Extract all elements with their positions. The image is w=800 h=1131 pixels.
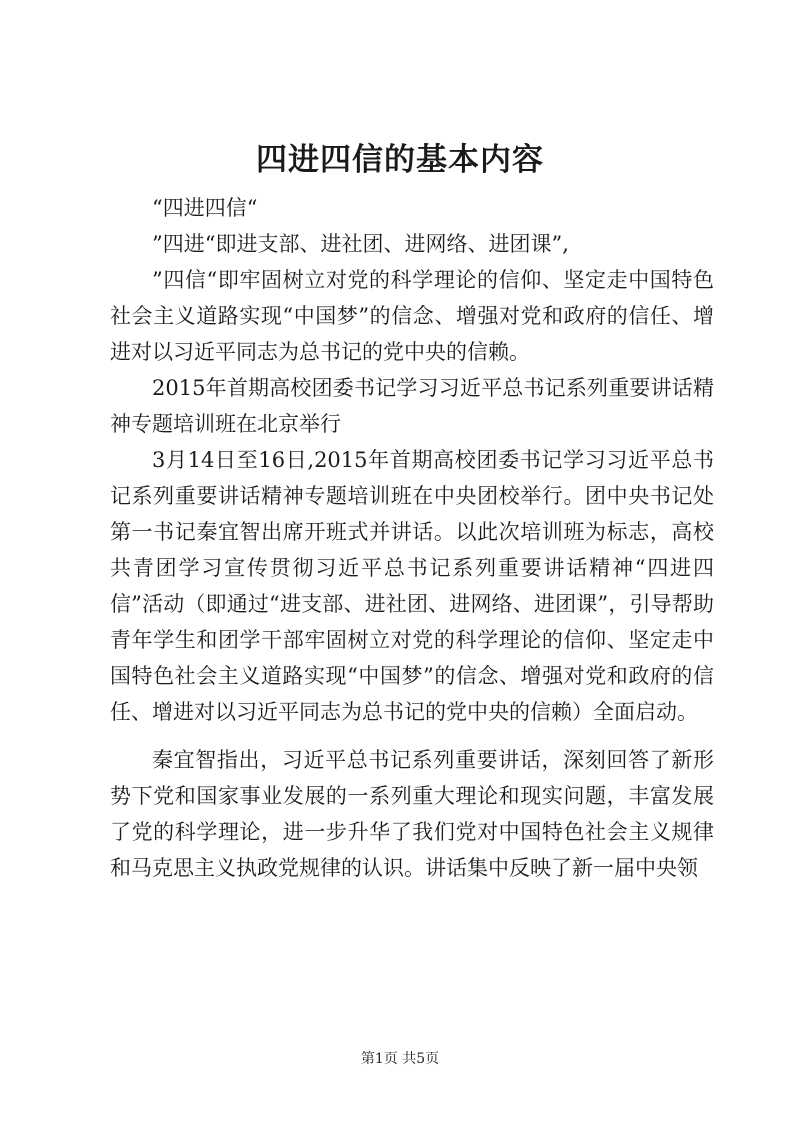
paragraph-qin-remarks: 秦宜智指出，习近平总书记系列重要讲话，深刻回答了新形势下党和国家事业发展的一系列重大理论和现实问题，丰富发展了党的科学理论，进一步升华了我们党对中国特色社会主义规律和马克思主义执政党规律的认识。讲话集中反映了新一届中央领	[110, 748, 714, 880]
document-body	[110, 190, 714, 886]
page-title: 四进四信的基本内容	[256, 142, 544, 178]
paragraph-training-heading: 2015年首期高校团委书记学习习近平总书记系列重要讲话精神专题培训班在北京举行	[110, 376, 714, 436]
paragraph-four-advances: ”四进“即进支部、进社团、进网络、进团课”,	[152, 232, 569, 256]
paragraph-heading-quote: “四进四信“	[152, 196, 258, 220]
page-number: 第1页 共5页	[360, 1051, 440, 1067]
paragraph-four-beliefs: ”四信“即牢固树立对党的科学理论的信仰、坚定走中国特色社会主义道路实现“中国梦”的信念、增强对党和政府的信任、增进对以习近平同志为总书记的党中央的信赖。	[110, 268, 714, 364]
paragraph-training-details: 3月14日至16日,2015年首期高校团委书记学习习近平总书记系列重要讲话精神专题培训班在中央团校举行。团中央书记处第一书记秦宜智出席开班式并讲话。以此次培训班为标志，高校共青团学习宣传贯彻习近平总书记系列重要讲话精神“四进四信”活动（即通过“进支部、进社团、进网络、进团课”，引导帮助青年学生和团学干部牢固树立对党的科学理论的信仰、坚定走中国特色社会主义道路实现“中国梦”的信念、增强对党和政府的信任、增进对以习近平同志为总书记的党中央的信赖）全面启动。	[110, 448, 714, 724]
